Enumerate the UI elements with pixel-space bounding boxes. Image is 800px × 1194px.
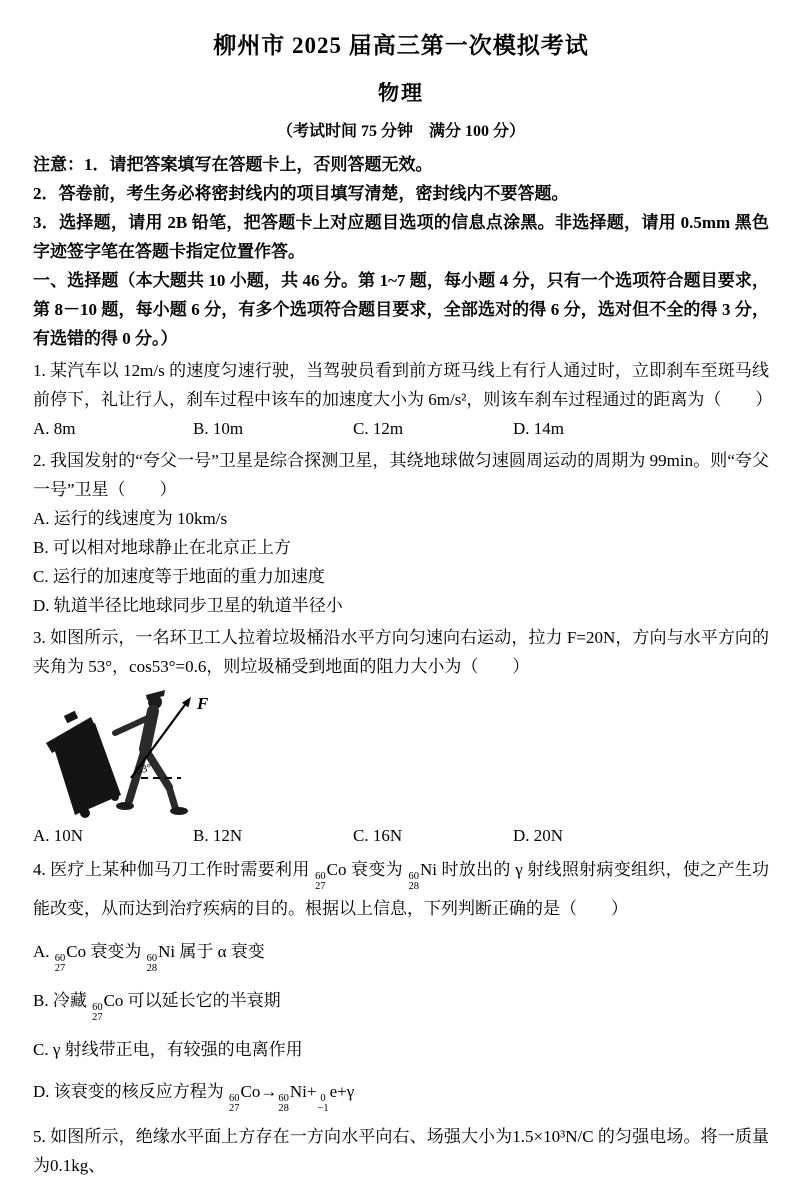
subject-title: 物理 [378, 81, 424, 105]
question-2-option-a: A. 运行的线速度为 10km/s [33, 509, 228, 528]
question-1-option-c: C. 12m [353, 419, 404, 438]
trash-bin-icon [46, 711, 121, 818]
question-2-stem: 2. 我国发射的“夸父一号”卫星是综合探测卫星，其绕地球做匀速圆周运动的周期为 99min。则“夸父一号”卫星（ ） [33, 451, 769, 499]
question-1-option-b: B. 10m [193, 419, 244, 438]
question-4-option-c: C. γ 射线带正电，有较强的电离作用 [33, 1040, 303, 1059]
question-3-option-b: B. 12N [193, 826, 243, 845]
angle-label: 53° [135, 761, 153, 777]
question-4-option-a: A. 60 27 Co 衰变为 60 28 Ni 属于 α 衰变 [33, 942, 265, 974]
question-3-options [33, 821, 769, 850]
question-4-option-b: B. 冷藏 60 27 Co 可以延长它的半衰期 [33, 991, 281, 1023]
force-label: F [197, 694, 209, 713]
question-3 [33, 623, 769, 850]
question-2 [33, 446, 769, 620]
question-4-option-d: D. 该衰变的核反应方程为 60 27 Co→ 60 28 Ni+ 0 −1 e+γ [33, 1082, 355, 1114]
question-3-stem: 3. 如图所示，一名环卫工人拉着垃圾桶沿水平方向匀速向右运动，拉力 F=20N，方向与水平方向的夹角为 53°，cos53°=0.6，则垃圾桶受到地面的阻力大小为（ ） [33, 628, 769, 676]
question-4 [33, 853, 769, 1114]
question-4-stem: 4. 医疗上某种伽马刀工作时需要利用 60 27 Co 衰变为 60 28 Ni 时放出的 γ 射线照射病变组织，使之产生功能改变，从而达到治疗疾病的目的。根据以上信息，下列判断正确的是（ ） [33, 860, 770, 918]
notice-line-2: 2．答卷前，考生务必将密封线内的项目填写清楚，密封线内不要答题。 [33, 184, 569, 203]
question-3-option-a: A. 10N [33, 826, 84, 845]
exam-meta: （考试时间 75 分钟 满分 100 分） [276, 123, 525, 140]
notices-block [33, 150, 769, 266]
question-2-option-c: C. 运行的加速度等于地面的重力加速度 [33, 567, 325, 586]
section1-header: 一、选择题（本大题共 10 小题，共 46 分。第 1~7 题，每小题 4 分，只有一个选项符合题目要求，第 8－10 题，每小题 6 分，有多个选项符合题目要求，全部选对的得 6 分，选对但不全的得 3 分，有选错的得 0 分。） [33, 271, 769, 348]
notice-line-3: 3．选择题，请用 2B 铅笔，把答题卡上对应题目选项的信息点涂黑。非选择题，请用 0.5mm 黑色字迹签字笔在答题卡指定位置作答。 [33, 213, 769, 261]
worker-icon [115, 690, 188, 815]
question-1-options [33, 414, 769, 443]
question-1-stem: 1. 某汽车以 12m/s 的速度匀速行驶，当驾驶员看到前方斑马线上有行人通过时，立即刹车至斑马线前停下，礼让行人，刹车过程中该车的加速度大小为 6m/s²，则该车刹车过程通过的距离为（ ） [33, 361, 773, 409]
question-1-option-a: A. 8m [33, 419, 76, 438]
question-2-options [33, 504, 769, 620]
question-5 [33, 1122, 769, 1180]
question-1 [33, 356, 773, 443]
question-3-option-c: C. 16N [353, 826, 403, 845]
worker-pulling-bin-figure [41, 683, 221, 821]
question-2-option-d: D. 轨道半径比地球同步卫星的轨道半径小 [33, 596, 343, 615]
question-3-option-d: D. 20N [513, 826, 564, 845]
notice-line-1: 注意：1．请把答案填写在答题卡上，否则答题无效。 [33, 155, 433, 174]
question-5-stem: 5. 如图所示，绝缘水平面上方存在一方向水平向右、场强大小为1.5×10³N/C 的匀强电场。将一质量为0.1kg、 [33, 1127, 769, 1175]
question-4-options [33, 937, 769, 1114]
question-1-option-d: D. 14m [513, 419, 564, 438]
page-title: 柳州市 2025 届高三第一次模拟考试 [213, 33, 589, 58]
question-2-option-b: B. 可以相对地球静止在北京正上方 [33, 538, 291, 557]
